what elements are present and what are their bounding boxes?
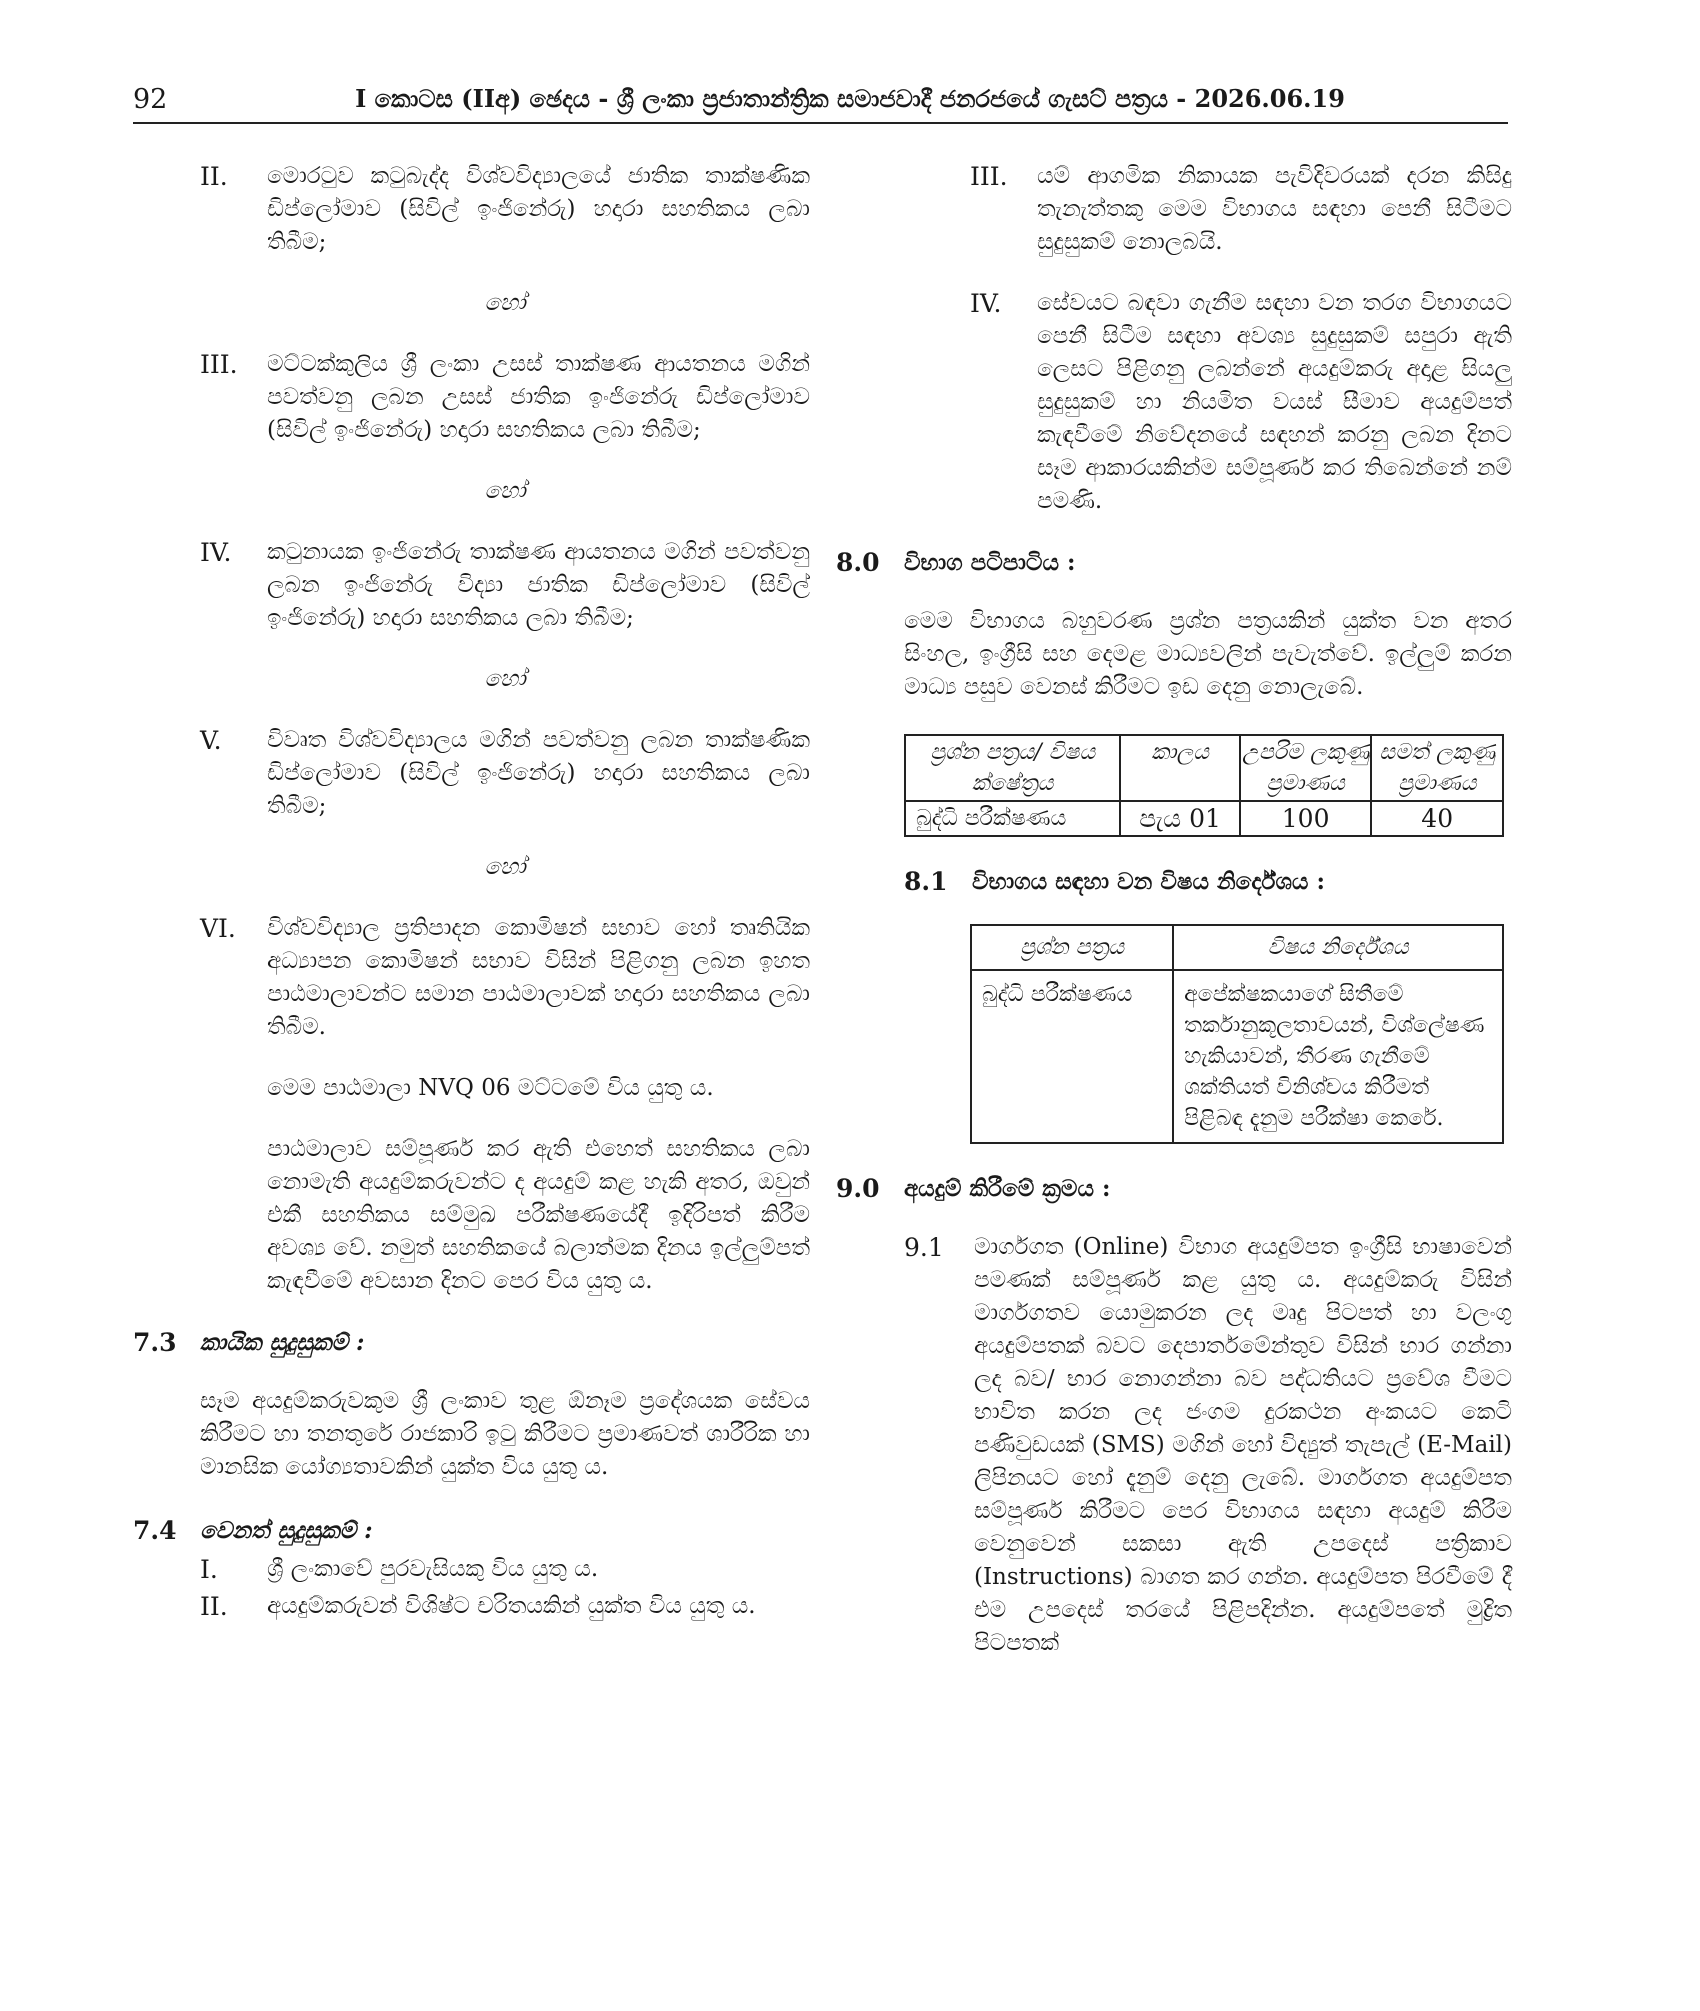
table-header-row bbox=[971, 925, 1503, 970]
or-separator: හෝ bbox=[484, 478, 526, 504]
subsection-number: 9.1 bbox=[904, 1233, 944, 1262]
list-item bbox=[200, 536, 810, 635]
subsection bbox=[904, 1231, 1512, 1660]
nvq-note: මෙම පාඨමාලා NVQ 06 මට්ටමේ විය යුතු ය. bbox=[267, 1075, 714, 1101]
table-cell: 40 bbox=[1371, 801, 1503, 836]
item-number: VI. bbox=[200, 914, 236, 943]
table-header: ප්‍රශ්න පත්‍රය/ විෂය ක්ෂේත්‍රය bbox=[905, 735, 1120, 801]
item-number: III. bbox=[970, 162, 1008, 191]
item-number: IV. bbox=[200, 538, 232, 567]
item-text: කටුනායක ඉංජිනේරු තාක්ෂණ ආයතනය මගින් පවත්වනු ලබන ඉංජිනේරු විද්‍යා ජාතික ඩිප්ලෝමාව (සිවිල් ඉංජිනේරු) හදාරා සහතිකය ලබා තිබීම; bbox=[267, 539, 810, 631]
right-column bbox=[836, 160, 1512, 1660]
table-cell: බුද්ධි පරීක්ෂණය bbox=[971, 970, 1173, 1143]
item-text: යම් ආගමික නිකායක පැවිදිවරයක් දරන කිසිදු තැනැත්තකු මෙම විභාගය සඳහා පෙනී සිටීමට සුදුසුකම් නොලබයි. bbox=[1037, 163, 1512, 255]
table-header: විෂය නිර්දේශය bbox=[1173, 925, 1503, 970]
table-row bbox=[971, 970, 1503, 1143]
list-item bbox=[200, 724, 810, 823]
section-heading bbox=[836, 546, 1512, 579]
table-cell: 100 bbox=[1240, 801, 1372, 836]
section-title: කායික සුදුසුකම් : bbox=[200, 1329, 365, 1356]
list-item bbox=[970, 160, 1512, 259]
or-separator: හෝ bbox=[484, 666, 526, 692]
item-text: විවෘත විශ්වවිද්‍යාලය මගින් පවත්වනු ලබන තාක්ෂණික ඩිප්ලෝමාව (සිවිල් ඉංජිනේරු) හදාරා සහතිකය ලබා තිබීම; bbox=[267, 727, 810, 819]
section-title: විභාගය සඳහා වන විෂය නිර්දේශය : bbox=[972, 868, 1325, 895]
exam-table bbox=[904, 734, 1504, 837]
or-separator: හෝ bbox=[484, 854, 526, 880]
section-heading bbox=[904, 865, 1512, 898]
page-header-title: I කොටස (IIඅ) ඡෙදය - ශ්‍රී ලංකා ප්‍රජාතාන්ත්‍රික සමාජවාදී ජනරජයේ ගැසට් පත්‍රය - 2026.06.19 bbox=[355, 84, 1345, 113]
table-cell: බුද්ධි පරීක්ෂණය bbox=[905, 801, 1120, 836]
item-text: අයදුම්කරුවන් විශිෂ්ට චරිතයකින් යුක්ත විය යුතු ය. bbox=[267, 1593, 756, 1619]
list-item bbox=[200, 1590, 810, 1623]
section-number: 8.0 bbox=[836, 548, 880, 577]
item-text: ශ්‍රී ලංකාවේ පුරවැසියකු විය යුතු ය. bbox=[267, 1556, 599, 1582]
section-heading bbox=[133, 1514, 810, 1547]
list-item bbox=[200, 912, 810, 1044]
item-text: සේවයට බඳවා ගැනීම සඳහා වන තරග විභාගයට පෙනී සිටීම සඳහා අවශ්‍ය සුදුසුකම් සපුරා ඇති ලෙසට පිළිගනු ලබන්නේ අයදුම්කරු අදාළ සියලු සුදුසුකම් හා නියමිත වයස් සීමාව අයදුම්පත් කැඳවීමේ නිවේදනයේ සඳහන් කරනු ලබන දිනට සෑම ආකාරයකින්ම සම්පූර්ණ කර තිබෙන්නේ නම් පමණි. bbox=[1037, 290, 1512, 514]
table-header-row bbox=[905, 735, 1503, 801]
certificate-note: පාඨමාලාව සම්පූර්ණ කර ඇති එහෙත් සහතිකය ලබා නොමැති අයදුම්කරුවන්ට ද අයදුම් කළ හැකි අතර, ඔවුන් එකී සහතිකය සම්මුඛ පරීක්ෂණයේදී ඉදිරිපත් කිරීම අවශ්‍ය වේ. නමුත් සහතිකයේ බලාත්මක දිනය ඉල්ලුම්පත් කැඳවීමේ අවසාන දිනට පෙර විය යුතු ය. bbox=[267, 1136, 810, 1294]
table-row bbox=[905, 801, 1503, 836]
section-number: 7.3 bbox=[133, 1328, 177, 1357]
list-item bbox=[200, 1553, 810, 1586]
syllabus-table bbox=[970, 924, 1504, 1144]
list-item bbox=[200, 160, 810, 259]
item-number: V. bbox=[200, 726, 222, 755]
section-title: වෙනත් සුදුසුකම් : bbox=[200, 1517, 373, 1544]
subsection-text: මාර්ගගත (Online) විභාග අයදුම්පත ඉංග්‍රීසි භාෂාවෙන් පමණක් සම්පූර්ණ කළ යුතු ය. අයදුම්කරු විසින් මාර්ගගතව යොමුකරන ලද මෘදු පිටපත් හා වලංගු අයදුම්පතක් බවට දෙපාර්තමේන්තුව විසින් භාර ගන්නා ලද බව/ භාර නොගන්නා බව පද්ධතියට ප්‍රවේශ වීමට භාවිත කරන ලද ජංගම දුරකථන අංකයට කෙටි පණිවුඩයක් (SMS) මගින් හෝ විද්‍යුත් තැපැල් (E-Mail) ලිපිනයට හෝ දැනුම් දෙනු ලැබේ. මාර්ගගත අයදුම්පත සම්පූර්ණ කිරීමට පෙර විභාගය සඳහා අයදුම් කිරීම වෙනුවෙන් සකසා ඇති උපදෙස් පත්‍රිකාව (Instructions) බාගත කර ගන්න. අයදුම්පත පිරවීමේ දී එම උපදෙස් තරයේ පිළිපදින්න. අයදුම්පතේ මුද්‍රිත පිටපතක් bbox=[974, 1234, 1512, 1656]
section-heading bbox=[836, 1172, 1512, 1205]
table-cell: පැය 01 bbox=[1120, 801, 1240, 836]
table-header: ප්‍රශ්න පත්‍රය bbox=[971, 925, 1173, 970]
item-number: I. bbox=[200, 1555, 218, 1584]
section-heading bbox=[133, 1326, 810, 1359]
section-body: සෑම අයදුම්කරුවකුම ශ්‍රී ලංකාව තුළ ඕනෑම ප්‍රදේශයක සේවය කිරීමට හා තනතුරේ රාජකාරි ඉටු කිරීමට ප්‍රමාණවත් ශාරීරික හා මානසික යෝග්‍යතාවකින් යුක්ත විය යුතු ය. bbox=[200, 1388, 810, 1480]
section-number: 8.1 bbox=[904, 867, 948, 896]
section-title: අයදුම් කිරීමේ ක්‍රමය : bbox=[904, 1175, 1111, 1202]
left-column bbox=[133, 160, 810, 1627]
section-body: මෙම විභාගය බහුවරණ ප්‍රශ්න පත්‍රයකින් යුක්ත වන අතර සිංහල, ඉංග්‍රීසි සහ දෙමළ මාධ්‍යවලින් පැවැත්වේ. ඉල්ලුම් කරන මාධ්‍ය පසුව වෙනස් කිරීමට ඉඩ දෙනු නොලැබේ. bbox=[904, 608, 1512, 700]
item-number: IV. bbox=[970, 289, 1002, 318]
table-header: සමත් ලකුණු ප්‍රමාණය bbox=[1371, 735, 1503, 801]
section-number: 9.0 bbox=[836, 1174, 880, 1203]
header-rule bbox=[133, 122, 1508, 124]
page-number: 92 bbox=[133, 84, 168, 115]
or-separator: හෝ bbox=[484, 290, 526, 316]
item-text: මට්ටක්කුලිය ශ්‍රී ලංකා උසස් තාක්ෂණ ආයතනය මගින් පවත්වනු ලබන උසස් ජාතික ඉංජිනේරු ඩිප්ලෝමාව (සිවිල් ඉංජිනේරු) හදාරා සහතිකය ලබා තිබීම; bbox=[267, 351, 810, 443]
table-cell: අපේක්ෂකයාගේ සිතීමේ තර්කානුකූලතාවයන්, විශ්ලේෂණ හැකියාවන්, තීරණ ගැනීමේ ශක්තියත් විනිශ්චය කිරීමත් පිළිබඳ දැනුම පරීක්ෂා කෙරේ. bbox=[1173, 970, 1503, 1143]
section-title: විභාග පටිපාටිය : bbox=[904, 549, 1076, 576]
item-number: II. bbox=[200, 162, 228, 191]
section-number: 7.4 bbox=[133, 1516, 177, 1545]
item-text: විශ්වවිද්‍යාල ප්‍රතිපාදන කොමිෂන් සභාව හෝ තෘතියික අධ්‍යාපන කොමිෂන් සභාව විසින් පිළිගනු ලබන ඉහත පාඨමාලාවන්ට සමාන පාඨමාලාවක් හදාරා සහතිකය ලබා තිබීම. bbox=[267, 915, 810, 1040]
item-text: මොරටුව කටුබැද්ද විශ්වවිද්‍යාලයේ ජාතික තාක්ෂණික ඩිප්ලෝමාව (සිවිල් ඉංජිනේරු) හදාරා සහතිකය ලබා තිබීම; bbox=[267, 163, 810, 255]
table-header: කාලය bbox=[1120, 735, 1240, 801]
list-item bbox=[200, 348, 810, 447]
table-header: උපරිම ලකුණු ප්‍රමාණය bbox=[1240, 735, 1372, 801]
item-number: III. bbox=[200, 350, 238, 379]
list-item bbox=[970, 287, 1512, 518]
item-number: II. bbox=[200, 1592, 228, 1621]
